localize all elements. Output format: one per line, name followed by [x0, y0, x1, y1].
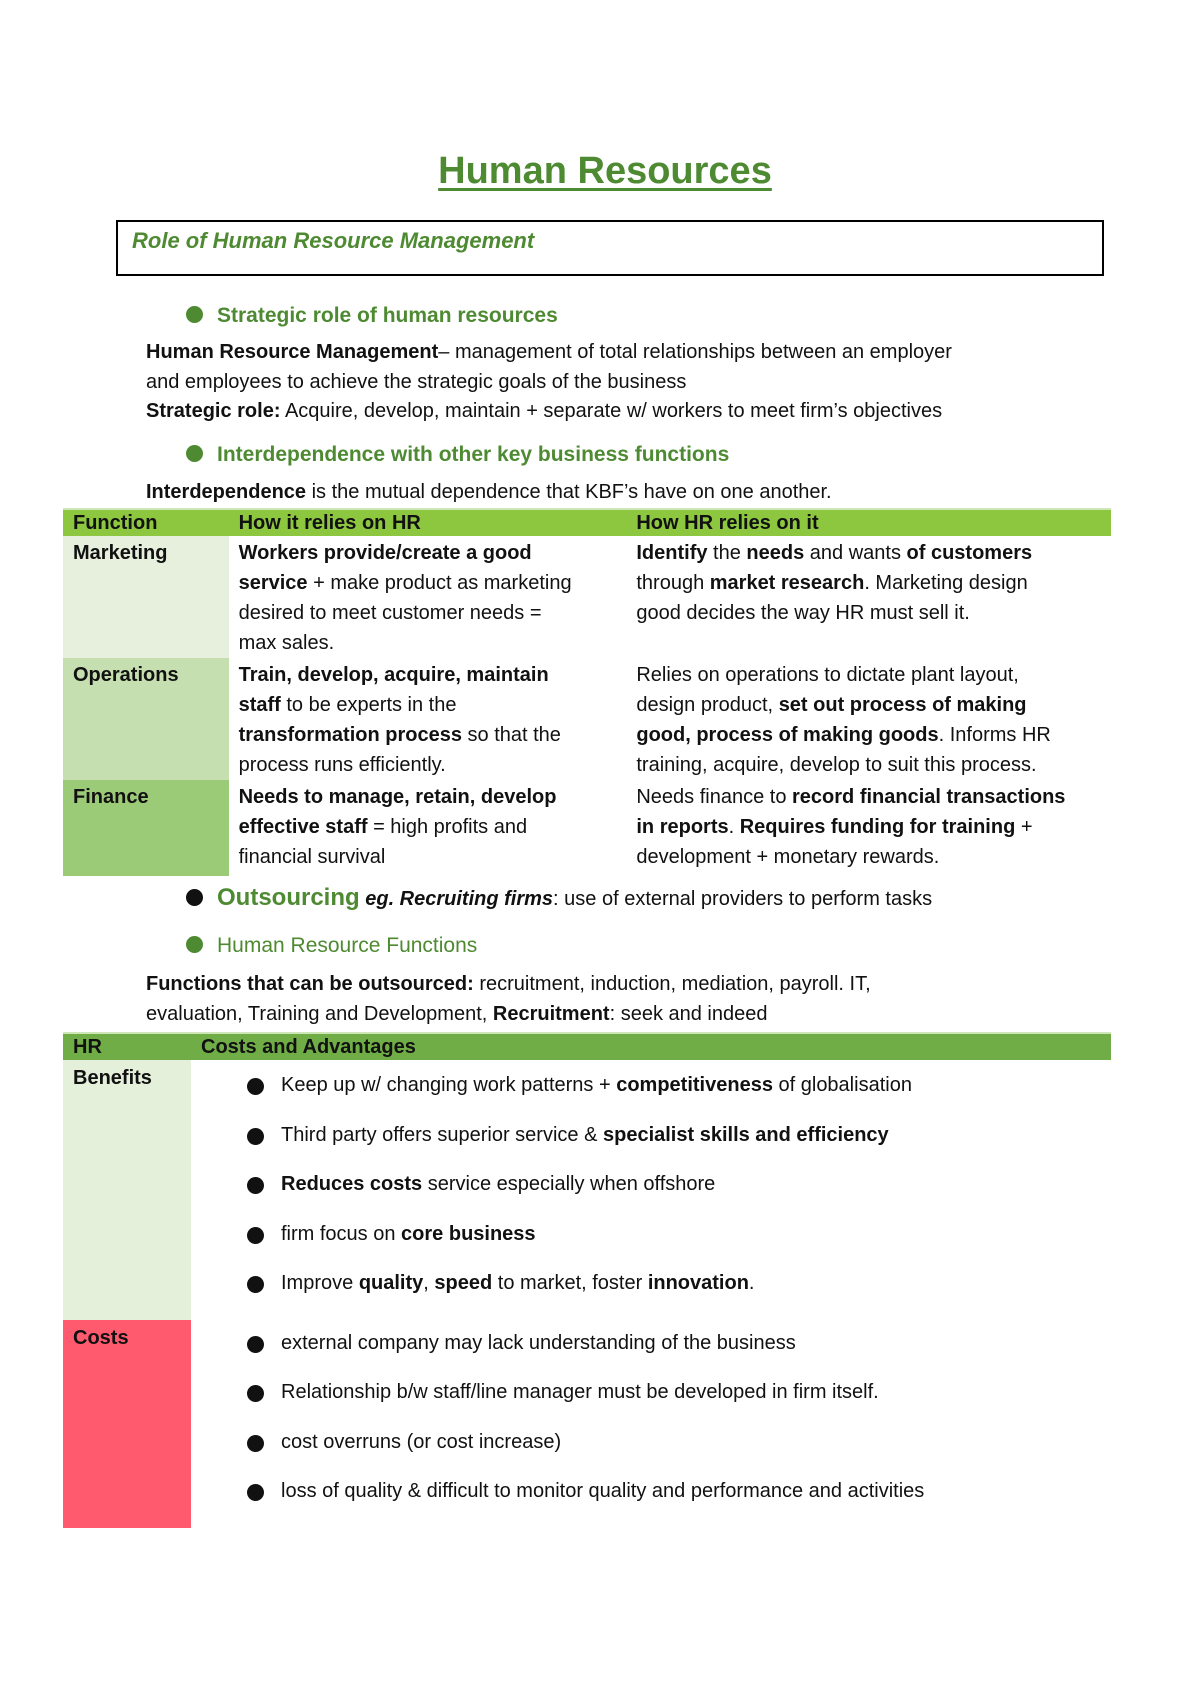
page-title: Human Resources [438, 150, 772, 192]
list-item: loss of quality & difficult to monitor quality and performance and activities [247, 1478, 1111, 1528]
table-row [63, 658, 1111, 780]
column-header: How HR relies on it [626, 509, 1111, 536]
bullet-icon [186, 936, 203, 953]
relies-on-hr-cell: Train, develop, acquire, maintain staff to be experts in the transformation process so that the process runs efficiently. [238, 664, 561, 776]
table-row [63, 1060, 1111, 1320]
list-item: Reduces costs service especially when offshore [247, 1171, 1111, 1221]
outsourced-functions-line-1: Functions that can be outsourced: recruitment, induction, mediation, payroll. IT, [146, 973, 871, 995]
function-cell: Finance [63, 780, 229, 876]
heading-hr-functions: Human Resource Functions [186, 934, 477, 958]
function-cell: Operations [63, 658, 229, 780]
costs-list-cell [191, 1320, 1111, 1528]
heading-interdependence: Interdependence with other key business functions [186, 443, 729, 467]
list-item: Relationship b/w staff/line manager must be developed in firm itself. [247, 1379, 1111, 1429]
heading-strategic-role: Strategic role of human resources [186, 304, 558, 328]
bullet-icon [186, 445, 203, 462]
bullet-icon [247, 1078, 264, 1095]
benefits-label: Benefits [63, 1060, 191, 1320]
bullet-icon [247, 1385, 264, 1402]
section-title: Role of Human Resource Management [132, 228, 535, 253]
relies-on-hr-cell: Needs to manage, retain, develop effective staff = high profits and financial survival [238, 786, 557, 868]
hrm-definition-line-1: Human Resource Management– management of total relationships between an employer [146, 341, 952, 363]
column-header: How it relies on HR [229, 509, 627, 536]
list-item: Keep up w/ changing work patterns + competitiveness of globalisation [247, 1072, 1111, 1122]
benefits-list-cell [191, 1060, 1111, 1320]
bullet-icon [247, 1227, 264, 1244]
hrm-definition-line-2: and employees to achieve the strategic goals of the business [146, 371, 687, 393]
list-item: external company may lack understanding of the business [247, 1330, 1111, 1380]
column-header: Costs and Advantages [191, 1033, 1111, 1060]
costs-advantages-table [63, 1032, 1111, 1528]
list-item: Third party offers superior service & specialist skills and efficiency [247, 1122, 1111, 1172]
bullet-icon [247, 1128, 264, 1145]
bullet-icon [247, 1276, 264, 1293]
column-header: Function [63, 509, 229, 536]
table-header-row [63, 509, 1111, 536]
costs-label: Costs [63, 1320, 191, 1528]
hr-relies-cell: Needs finance to record financial transactions in reports. Requires funding for training + development + monetary rewards. [636, 786, 1066, 868]
hr-relies-cell: Relies on operations to dictate plant layout, design product, set out process of making good, process of making goods. Informs HR training, acquire, develop to suit this process. [636, 664, 1051, 776]
section-title-box [116, 220, 1104, 276]
strategic-role-definition: Strategic role: Acquire, develop, maintain + separate w/ workers to meet firm’s objectives [146, 400, 943, 422]
list-item: Improve quality, speed to market, foster innovation. [247, 1270, 1111, 1320]
outsourced-functions-line-2: evaluation, Training and Development, Recruitment: seek and indeed [146, 1003, 768, 1025]
benefits-list [191, 1060, 1111, 1320]
interdependence-table [63, 508, 1111, 876]
bullet-icon [247, 1177, 264, 1194]
costs-list [191, 1320, 1111, 1528]
table-header-row [63, 1033, 1111, 1060]
bullet-icon [186, 889, 203, 906]
bullet-icon [247, 1336, 264, 1353]
bullet-icon [247, 1484, 264, 1501]
outsourcing-line: Outsourcing eg. Recruiting firms: use of external providers to perform tasks [186, 884, 932, 912]
column-header: HR [63, 1033, 191, 1060]
hr-relies-cell: Identify the needs and wants of customers through market research. Marketing design good decides the way HR must sell it. [636, 542, 1033, 624]
table-row [63, 536, 1111, 658]
list-item: firm focus on core business [247, 1221, 1111, 1271]
relies-on-hr-cell: Workers provide/create a good service + make product as marketing desired to meet customer needs = max sales. [238, 542, 572, 654]
interdependence-definition: Interdependence is the mutual dependence that KBF’s have on one another. [146, 481, 832, 503]
table-row [63, 1320, 1111, 1528]
bullet-icon [247, 1435, 264, 1452]
list-item: cost overruns (or cost increase) [247, 1429, 1111, 1479]
table-row [63, 780, 1111, 876]
function-cell: Marketing [63, 536, 229, 658]
bullet-icon [186, 306, 203, 323]
